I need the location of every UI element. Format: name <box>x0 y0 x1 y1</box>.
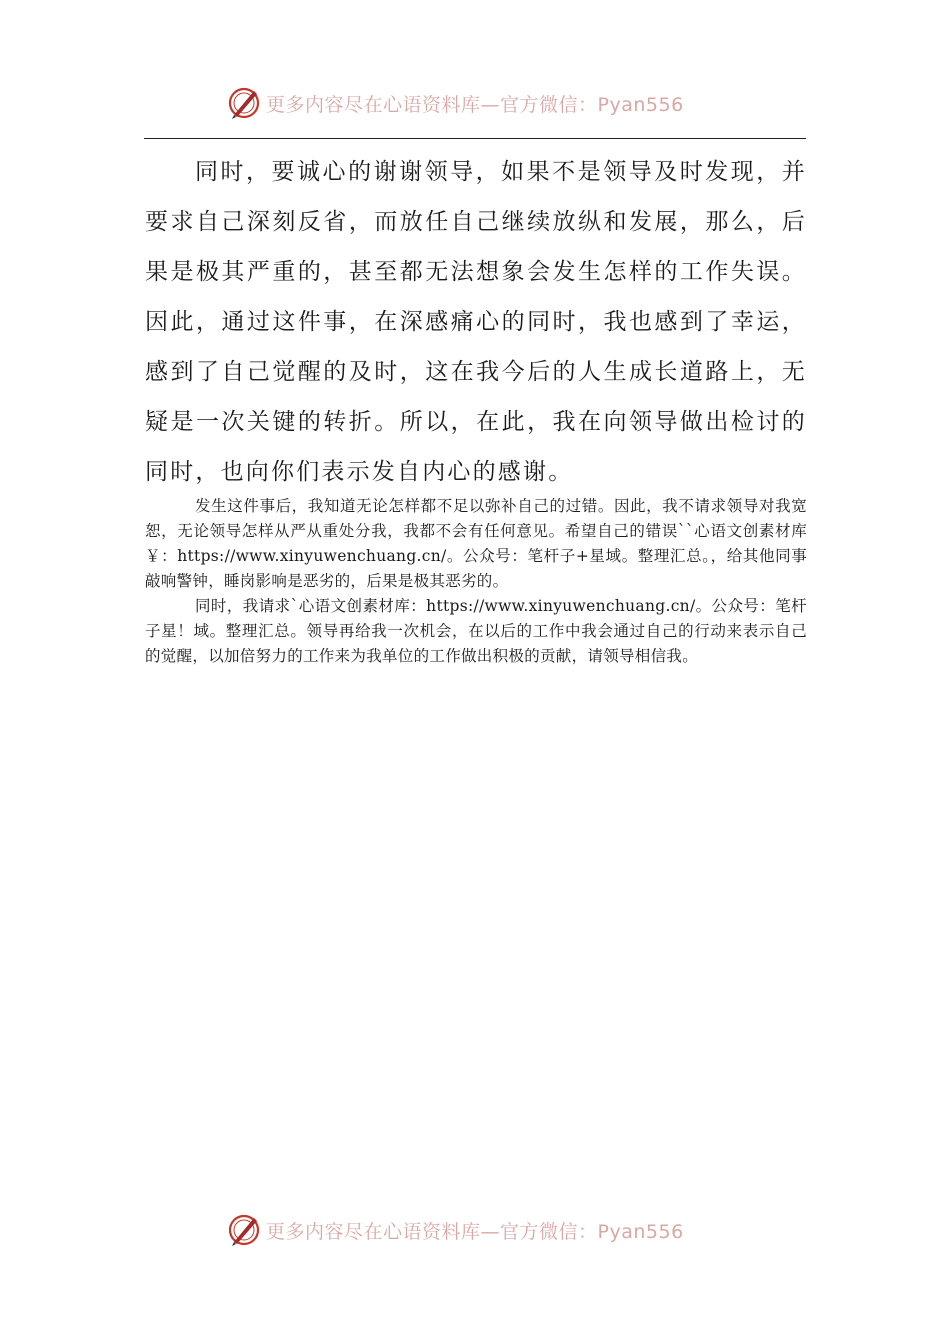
footer-banner-text: 更多内容尽在心语资料库—官方微信：Pyan556 <box>266 1220 684 1243</box>
quill-pen-icon <box>226 85 262 121</box>
small-text-block <box>145 494 807 669</box>
small-paragraph-1: 发生这件事后，我知道无论怎样都不足以弥补自己的过错。因此，我不请求领导对我宽恕，无论领导怎样从严从重处分我，我都不会有任何意见。希望自己的错误``心语文创素材库￥：https://www.xinyuwenchuang.cn/。公众号：笔杆子+星域。整理汇总。，给其他同事敲响警钟，睡岗影响是恶劣的，后果是极其恶劣的。 <box>145 497 807 590</box>
quill-pen-icon <box>226 1212 262 1248</box>
large-paragraph: 同时，要诚心的谢谢领导，如果不是领导及时发现，并要求自己深刻反省，而放任自己继续放纵和发展，那么，后果是极其严重的，甚至都无法想象会发生怎样的工作失误。因此，通过这件事，在深感痛心的同时，我也感到了幸运，感到了自己觉醒的及时，这在我今后的人生成长道路上，无疑是一次关键的转折。所以，在此，我在向领导做出检讨的同时，也向你们表示发自内心的感谢。 <box>145 159 807 485</box>
header-divider <box>144 138 806 139</box>
header-banner <box>226 83 684 123</box>
small-paragraph-2: 同时，我请求`心语文创素材库：https://www.xinyuwenchuang.cn/。公众号：笔杆子星！域。整理汇总。领导再给我一次机会，在以后的工作中我会通过自己的行动来表示自己的觉醒，以加倍努力的工作来为我单位的工作做出积极的贡献，请领导相信我。 <box>145 597 807 665</box>
header-banner-text: 更多内容尽在心语资料库—官方微信：Pyan556 <box>266 93 684 116</box>
footer-banner <box>226 1210 684 1250</box>
